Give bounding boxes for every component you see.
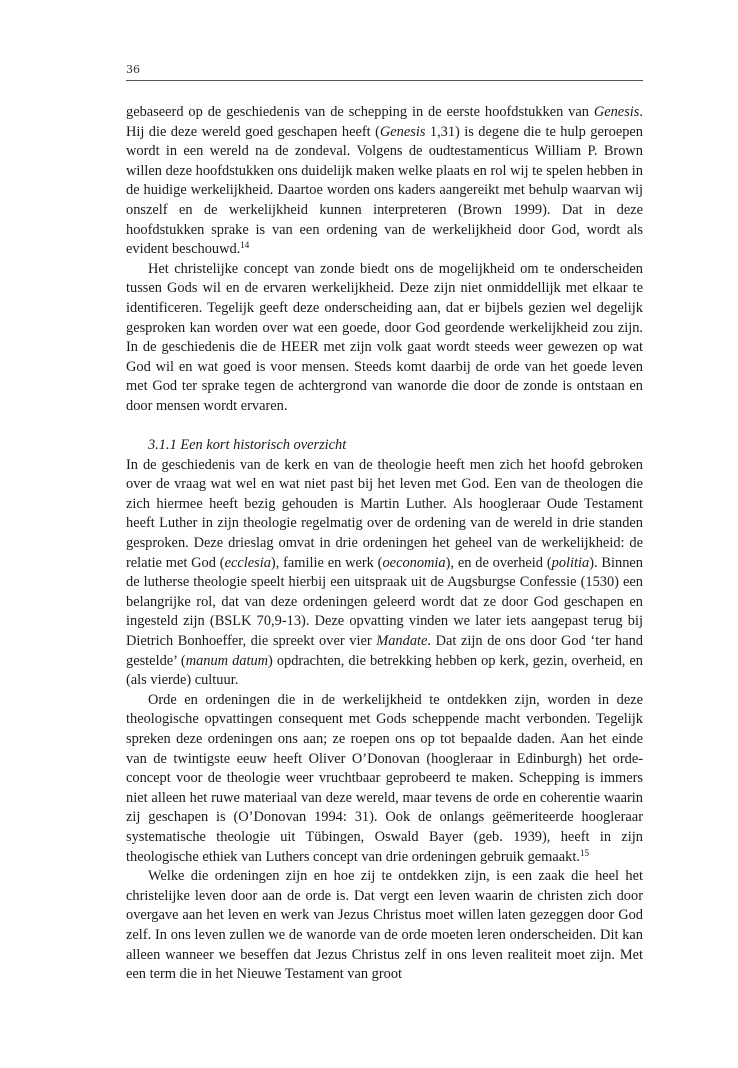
paragraph: Welke die ordeningen zijn en hoe zij te ontdekken zijn, is een zaak die heel het christelijke leven door aan de orde is. Dat vergt een leven waarin de christen zich door overgave aan het leven en werk van Jezus Christus moet willen laten gezeggen door God zelf. In ons leven zullen we de wanorde van de orde moeten leren onderscheiden. Dit kan alleen wanneer we beseffen dat Jezus Christus zelf in ons leven realiteit moet zijn. Met een term die in het Nieuwe Testament van groot [126, 868, 643, 983]
paragraph: In de geschiedenis van de kerk en van de theologie heeft men zich het hoofd gebroken over de vraag wat wel en wat niet past bij het leven met God. Een van de theologen die zich hiermee heeft bezig gehouden is Martin Luther. Als hoogleraar Oude Testament heeft Luther in zijn theologie regelmatig over de ordening van de wereld in drie standen gesproken. Deze drieslag omvat in drie ordeningen het geheel van de werkelijkheid: de relatie met God (ecclesia), familie en werk (oeconomia), en de overheid (politia). Binnen de lutherse theologie speelt hierbij een uitspraak uit de Augsburgse Confessie (1530) een belangrijke rol, dat van deze ordeningen geleerd wordt dat ze door God geschapen en ingesteld zijn (BSLK 70,9-13). Deze opvatting vinden we later iets aangepast terug bij Dietrich Bonhoeffer, die spreekt over vier Mandate. Dat zijn de ons door God ‘ter hand gestelde’ (manum datum) opdrachten, die betrekking hebben op kerk, gezin, overheid, en (als vierde) cultuur. [126, 456, 643, 689]
section-heading: 3.1.1 Een kort historisch overzicht [148, 437, 347, 454]
footnote-ref[interactable]: 14 [240, 240, 250, 251]
page-number: 36 [126, 63, 140, 76]
header-rule [126, 80, 643, 81]
footnote-ref[interactable]: 15 [579, 847, 589, 858]
paragraph: gebaseerd op de geschiedenis van de schepping in de eerste hoofdstukken van Genesis. Hij die deze wereld goed geschapen heeft (Genesis 1,31) is degene die te hulp geroepen wordt in een wereld na de zondeval. Volgens de oudtestamenticus William P. Brown willen deze hoofdstukken ons duidelijk maken welke plaats en rol wij te spelen hebben in de huidige werkelijkheid. Daartoe worden ons kaders aangereikt met behulp waarvan wij onszelf en de werkelijkheid kunnen interpreteren (Brown 1999). Dat in deze hoofdstukken sprake is van een ordening van de werkelijkheid door God, wordt als evident beschouwd.$^{14}$ [126, 104, 644, 258]
body-text [126, 103, 643, 985]
paragraph: Orde en ordeningen die in de werkelijkheid te ontdekken zijn, worden in deze theologische opvattingen consequent met Gods scheppende macht verbonden. Tegelijk spreken deze ordeningen ons aan; ze roepen ons op tot bepaalde daden. Aan het einde van de twintigste eeuw heeft Oliver O’Donovan (hoogleraar in Edinburgh) het orde-concept voor de theologie weer vruchtbaar geprobeerd te maken. Schepping is immers niet alleen het ruwe materiaal van deze wereld, maar tevens de orde en coherentie waarin zij geschapen is (O’Donovan 1994: 31). Ook de onlangs geëmeriteerde hoogleraar systematische theologie uit Tübingen, Oswald Bayer (geb. 1939), heeft in zijn theologische ethiek van Luthers concept van drie ordeningen gebruik gemaakt.$^{15}$ [126, 691, 643, 865]
paragraph: Het christelijke concept van zonde biedt ons de mogelijkheid om te onderscheiden tussen Gods wil en de ervaren werkelijkheid. Deze zijn niet onmiddellijk met elkaar te identificeren. Tegelijk geeft deze onderscheiding aan, dat er bijbels gezien wel degelijk gesproken kan worden over wat een goede, door God geordende werkelijkheid zou zijn. In de geschiedenis die de HEER met zijn volk gaat wordt steeds weer gewezen op wat God wil en wat goed is voor mensen. Steeds komt daarbij de orde van het goede leven met God ter sprake tegen de achtergrond van wanorde die door de zonde is ontstaan en door mensen wordt ervaren. [126, 260, 643, 414]
